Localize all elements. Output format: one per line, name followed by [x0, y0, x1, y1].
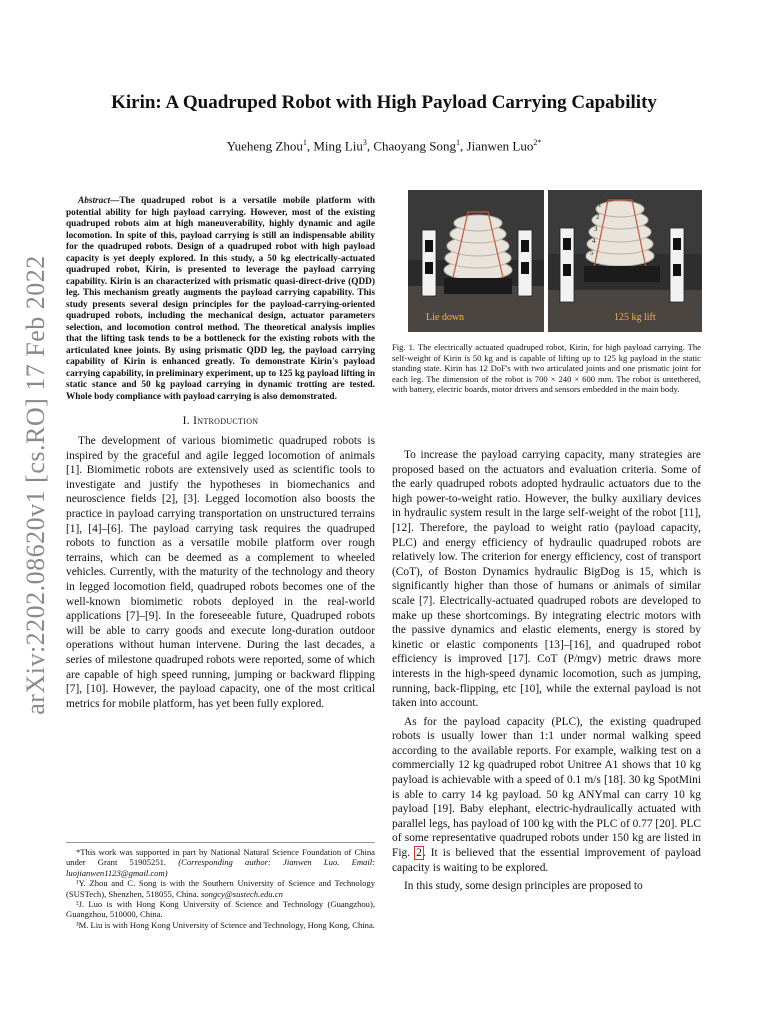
- footnote: *This work was supported in part by National Natural Science Foundation of China under Grant 51905251. (Corresponding author: Jianwen Luo. Email: luojianwen1123@gmail.com): [66, 847, 375, 878]
- footnote: ²J. Luo is with Hong Kong University of Science and Technology (Guangzhou), Guangzhou, 510000, China.: [66, 899, 375, 920]
- abstract-label: Abstract: [78, 196, 111, 206]
- figure-caption: Fig. 1. The electrically actuated quadruped robot, Kirin, for high payload carrying. The self-weight of Kirin is 50 kg and is capable of lifting up to 125 kg payload in the static standing state. Kirin has 12 DoF's with two articulated joints and one prismatic joint for each leg. The dimension of the robot is 700 × 240 × 600 mm. The robot is untethered, with battery, electric boards, motor drivers and sensors embedded in the main body.: [392, 342, 701, 395]
- abstract-text: The quadruped robot is a versatile mobile platform with potential ability for high payload carrying. However, most of the existing quadruped robots aim at high maneuverability, highly dynamic and agile locomotion. In spite of this, payload carrying is still an indispensable ability for the quadruped robots. Design of a quadruped robot with high payload capacity is yet deeply explored. In this study, a 50 kg electrically-actuated quadruped robot, Kirin, is presented to leverage the payload carrying capability. Kirin is an characterized with prismatic quasi-direct-drive (QDD) leg. This mechanism greatly augments the payload carrying capability. This study presents several design principles for the payload-carrying-oriented quadruped robots, including the mechanical design, actuator parameters selection, and locomotion control method. The theoretical analysis implies that the lifting task tends to be a bottleneck for the existing robots with the articulated knee joints. By using prismatic QDD leg, the payload carrying capability of Kirin is enhanced greatly. To demonstrate Kirin's payload carrying capability, in preliminary experiment, up to 125 kg payload lifting in static stance and 50 kg payload carrying in dynamic trotting are tested. Whole body compliance with payload carrying is also demonstrated.: [66, 196, 375, 402]
- section-title: Introduction: [193, 415, 259, 427]
- author-list: Yueheng Zhou$^1$, Ming Liu$^3$, Chaoyang Song$^1$, Jianwen Luo$^{2*}$: [226, 138, 542, 154]
- footnote: ¹Y. Zhou and C. Song is with the Southern University of Science and Technology (SUSTech), Shenzhen, 518055, China. songcy@sustech.edu.cn: [66, 878, 375, 899]
- section-heading: [66, 415, 375, 427]
- footnote: ³M. Liu is with Hong Kong University of Science and Technology, Hong Kong, China.: [76, 919, 375, 930]
- author-name: Ming Liu: [313, 138, 363, 154]
- left-column: [66, 196, 375, 711]
- figure-reference-link[interactable]: 2: [416, 847, 422, 860]
- intro-paragraph: The development of various biomimetic quadruped robots is inspired by the graceful and agile legged locomotion of animals [1]. Biomimetic robots are extensively used as scientific tools to investigate and justify the hypotheses in biomechanics and neuroscience fields [2], [3]. Legged locomotion also boosts the practice in payload carrying transportation on unstructured terrains [1], [4]–[6]. The payload carrying task requires the quadruped robots to function as a versatile mobile platform over rough terrains, which can be deemed as a complement to wheeled vehicles. Currently, with the maturity of the technology and theory in legged locomotion field, quadruped robots becomes one of the well-known biomimetic robots deployed in the real-world applications [7]–[9]. In the foreseeable future, Quadruped robots will be able to carry goods and execute long-duration outdoor operations without human intervene. During the last decades, a series of milestone quadruped robots were reported, some of which are capable of high speed running, jumping or backward flipping [7], [10]. However, the payload capacity, one of the most critical metrics for mobile platform, has yet been fully explored.: [66, 435, 375, 710]
- author-name: Yueheng Zhou: [226, 138, 303, 154]
- paper-title: Kirin: A Quadruped Robot with High Payload Carrying Capability: [111, 92, 657, 113]
- affiliation-mark: 1: [456, 138, 461, 147]
- sack-number: 3: [594, 225, 598, 233]
- arxiv-margin-id: [18, 255, 54, 715]
- body-paragraph: To increase the payload carrying capacity, many strategies are proposed based on the actuators and evaluation criteria. Some of the early quadruped robots adopted hydraulic actuators due to the high power-to-weight ratio. However, the bulky auxiliary devices in hydraulic system result in the large self-weight of the robot [11], [12]. Therefore, the payload to weight ratio (payload capacity, PLC) and energy efficiency of hydraulic quadruped robots are relatively low. The criterion for energy efficiency, cost of transport (CoT), of Boston Dynamics hydraulic BigDog is 15, which is significantly higher than those of humans or animals of similar scale [7]. Electrically-actuated quadruped robots are developed to make up these shortcomings. By integrating electric motors with the passive dynamics and elastic elements, energy is stored by kinetic or elastic components [13]–[16], and quadruped robot efficiency is improved [17]. CoT (P/mgv) metric draws more interests in the high-speed dynamic locomotion, such as jumping, running, back-flipping, etc [10], while the external payload is not taken into account.: [392, 449, 701, 710]
- panel-label-lie-down: Lie down: [426, 312, 465, 323]
- author-name: Jianwen Luo: [466, 138, 534, 154]
- arxiv-id-text: arXiv:2202.08620v1 [cs.RO] 17 Feb 2022: [21, 255, 51, 715]
- footnotes: [66, 842, 375, 930]
- sack-number: 2: [596, 213, 600, 221]
- abstract: Abstract—The quadruped robot is a versatile mobile platform with potential ability for high payload carrying. However, most of the existing quadruped robots aim at high maneuverability, highly dynamic and agile locomotion. In spite of this, payload carrying is still an indispensable ability for the quadruped robots. Design of a quadruped robot with high payload capacity is yet deeply explored. In this study, a 50 kg electrically-actuated quadruped robot, Kirin, is presented to leverage the payload carrying capability. Kirin is an characterized with prismatic quasi-direct-drive (QDD) leg. This mechanism greatly augments the payload carrying capability. This study presents several design principles for the payload-carrying-oriented quadruped robots, including the mechanical design, actuator parameters selection, and locomotion control method. The theoretical analysis implies that the lifting task tends to be a bottleneck for the existing robots with the articulated knee joints. By using prismatic QDD leg, the payload carrying capability of Kirin is enhanced greatly. To demonstrate Kirin's payload carrying capability, in preliminary experiment, up to 125 kg payload lifting in static stance and 50 kg payload carrying in dynamic trotting are tested. Whole body compliance with payload carrying is also demonstrated.: [66, 196, 375, 402]
- body-paragraph: As for the payload capacity (PLC), the existing quadruped robots is usually lower than 1:1 under normal walking speed according to the available reports. For example, walking test on a commercially 12 kg quadruped robot Unitree A1 shows that 10 kg payload is achievable with a speed of 0.1 m/s [18]. 30 kg SpotMini is able to carry 14 kg payload. 50 kg ANYmal can carry 10 kg payload [19]. Baby elephant, electric-hydraulically actuated with parallel legs, has payload of 100 kg with the PLC of 0.77 [20]. PLC of some representative quadruped robots under 150 kg are listed in Fig. 2. It is believed that the essential improvement of payload capacity is waiting to be explored.: [392, 715, 701, 874]
- sack-number: 5: [590, 249, 594, 257]
- sack-number: 1: [598, 201, 602, 209]
- sack-number: 4: [592, 237, 596, 245]
- affiliation-mark: 2*: [533, 138, 542, 147]
- robot-photo-illustration: [408, 190, 702, 332]
- author-name: Chaoyang Song: [373, 138, 457, 154]
- section-number: I.: [182, 415, 190, 427]
- affiliation-mark: 1: [302, 138, 307, 147]
- body-paragraph: In this study, some design principles are proposed to: [404, 880, 643, 893]
- right-column-text: [392, 448, 701, 894]
- affiliation-mark: 3: [362, 138, 367, 147]
- figure-1: [408, 190, 702, 332]
- panel-label-125kg-lift: 125 kg lift: [614, 312, 656, 323]
